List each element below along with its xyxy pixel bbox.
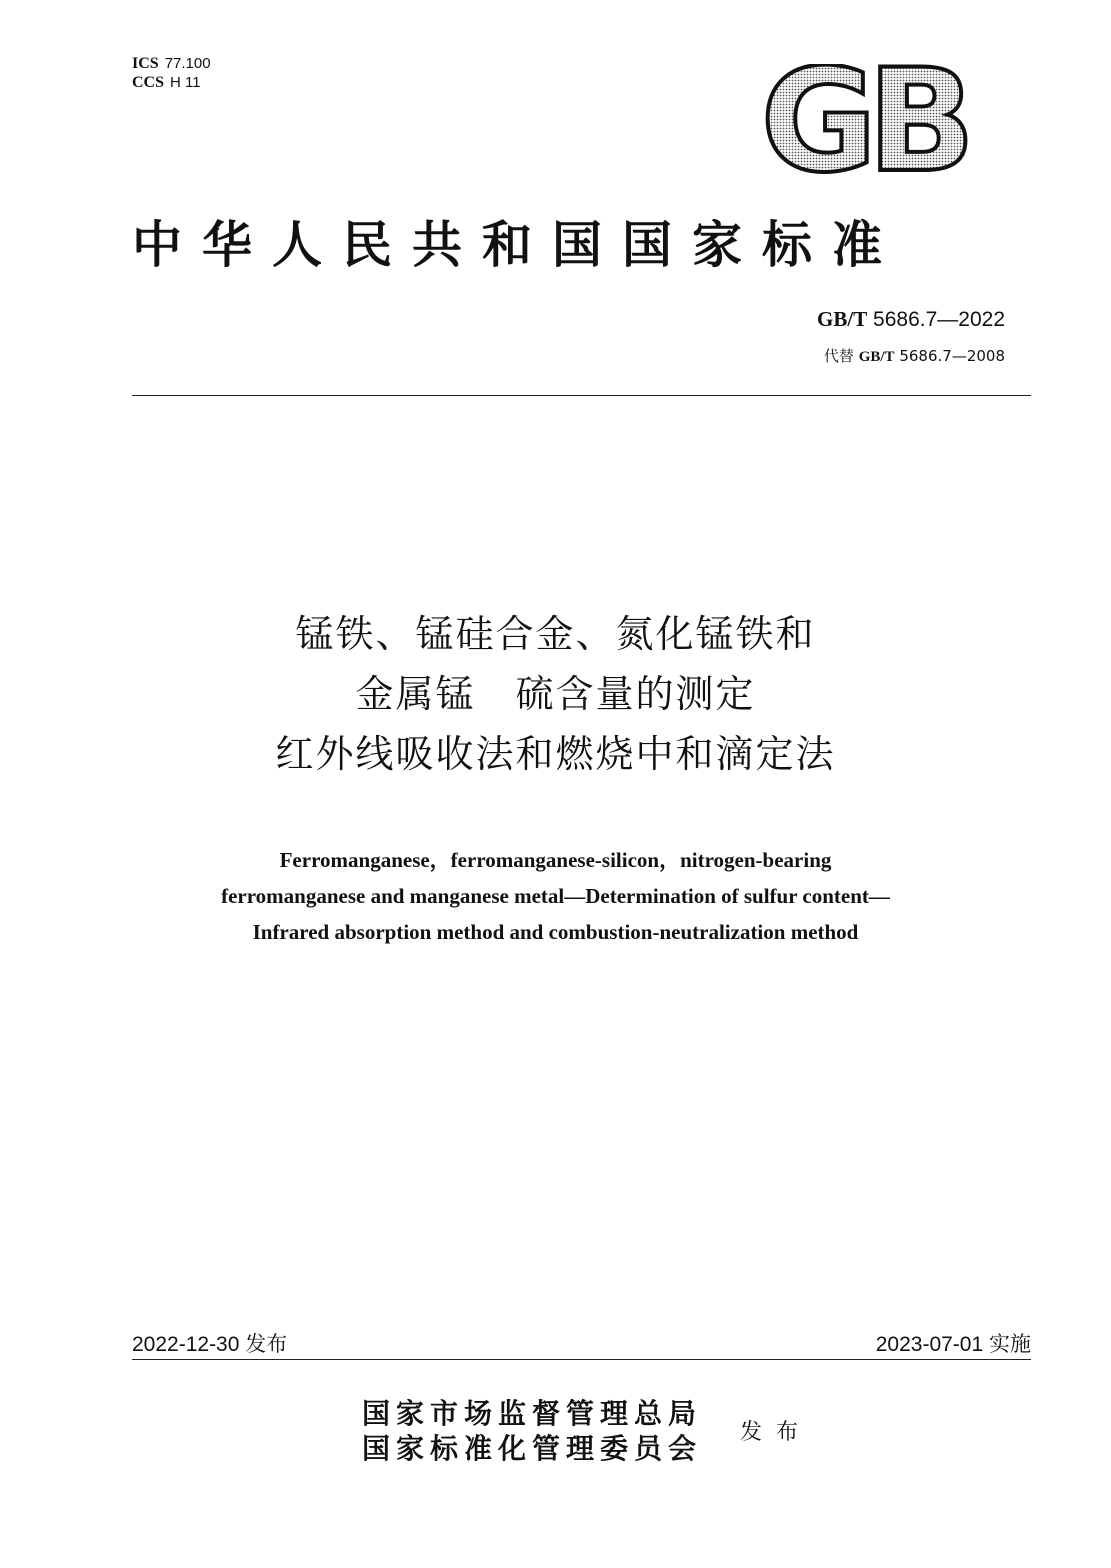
replaces-standard xyxy=(824,345,1005,366)
classification-codes xyxy=(132,54,211,92)
gb-logo-text: GB xyxy=(760,64,966,179)
english-title-line-2: ferromanganese and manganese metal—Determination of sulfur content— xyxy=(221,884,890,908)
replaces-number: 5686.7—2008 xyxy=(899,347,1005,365)
publisher-sac: 国家标准化管理委员会 xyxy=(362,1432,703,1465)
replaces-label: 代替 xyxy=(823,347,854,365)
english-title-line-1: Ferromanganese，ferromanganese-silicon，nitrogen-bearing xyxy=(279,848,832,872)
ccs-label: CCS xyxy=(132,74,165,91)
ccs-line xyxy=(132,73,211,92)
implement-date-value: 2023-07-01 xyxy=(875,1333,984,1356)
publishers xyxy=(362,1396,702,1466)
ics-code: 77.100 xyxy=(164,55,211,72)
implement-date-label: 实施 xyxy=(989,1332,1031,1356)
standard-prefix: GB/T xyxy=(817,307,868,331)
chinese-title xyxy=(0,604,1111,784)
ics-label: ICS xyxy=(132,55,159,72)
chinese-title-line-3: 红外线吸收法和燃烧中和滴定法 xyxy=(275,732,836,776)
publish-label: 发布 xyxy=(740,1420,813,1445)
issue-date-label: 发布 xyxy=(245,1332,288,1356)
gb-logo xyxy=(752,64,974,179)
implement-date xyxy=(876,1328,1031,1358)
english-title-line-3: Infrared absorption method and combustion-neutralization method xyxy=(252,920,859,944)
bottom-divider xyxy=(132,1359,1031,1360)
ics-line xyxy=(132,54,211,73)
publisher-samr: 国家市场监督管理总局 xyxy=(362,1397,703,1430)
top-divider xyxy=(132,395,1031,396)
replaces-prefix: GB/T xyxy=(858,349,895,365)
national-standard-title: 中华人民共和国国家标准 xyxy=(132,215,902,274)
issue-date-value: 2022-12-30 xyxy=(132,1333,240,1356)
english-title xyxy=(0,842,1111,950)
issue-date xyxy=(132,1328,287,1358)
standard-number-value: 5686.7—2022 xyxy=(873,308,1005,331)
chinese-title-line-2: 金属锰 硫含量的测定 xyxy=(355,672,756,716)
chinese-title-line-1: 锰铁、锰硅合金、氮化锰铁和 xyxy=(295,612,816,656)
ccs-code: H 11 xyxy=(170,74,201,91)
standard-number xyxy=(817,307,1005,332)
